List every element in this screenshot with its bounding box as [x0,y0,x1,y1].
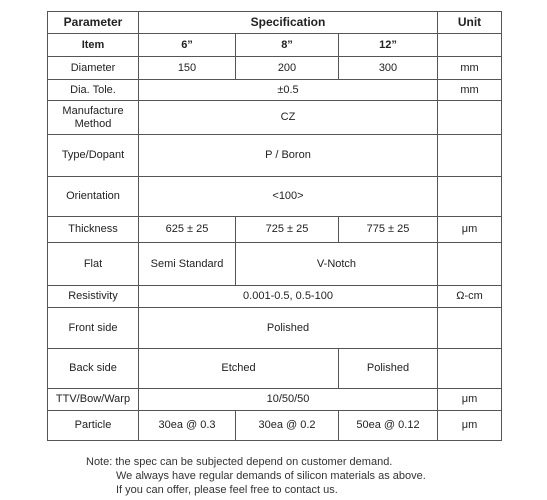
orientation-label: Orientation [48,177,139,217]
header-specification: Specification [139,12,438,34]
diameter-6: 150 [139,57,236,80]
type-dopant-value: P / Boron [139,135,438,177]
note-line-2: We always have regular demands of silicon materials as above. [116,470,426,482]
flat-unit [438,243,502,286]
header-row [48,12,502,34]
manufacture-row [48,101,502,135]
particle-label: Particle [48,411,139,441]
front-side-row [48,308,502,349]
back-side-6-8: Etched [139,349,339,389]
ttv-row [48,389,502,411]
flat-label: Flat [48,243,139,286]
resistivity-value: 0.001-0.5, 0.5-100 [139,286,438,308]
type-dopant-row [48,135,502,177]
resistivity-label: Resistivity [48,286,139,308]
diameter-unit: mm [438,57,502,80]
thickness-unit: μm [438,217,502,243]
dia-tole-value: ±0.5 [139,80,438,101]
note-line-3: If you can offer, please feel free to contact us. [116,484,338,496]
particle-unit: μm [438,411,502,441]
manufacture-value: CZ [139,101,438,135]
item-12inch: 12” [339,34,438,57]
particle-8: 30ea @ 0.2 [236,411,339,441]
thickness-row [48,217,502,243]
dia-tole-label: Dia. Tole. [48,80,139,101]
note-line-1: Note: the spec can be subjected depend on customer demand. [86,456,393,468]
header-unit: Unit [438,12,502,34]
back-side-12: Polished [339,349,438,389]
thickness-12: 775 ± 25 [339,217,438,243]
item-8inch: 8” [236,34,339,57]
thickness-6: 625 ± 25 [139,217,236,243]
resistivity-unit: Ω-cm [438,286,502,308]
ttv-label: TTV/Bow/Warp [48,389,139,411]
back-side-unit [438,349,502,389]
resistivity-row [48,286,502,308]
ttv-unit: μm [438,389,502,411]
type-dopant-label: Type/Dopant [48,135,139,177]
dia-tole-unit: mm [438,80,502,101]
flat-8-12: V-Notch [236,243,438,286]
flat-row [48,243,502,286]
diameter-8: 200 [236,57,339,80]
diameter-row [48,57,502,80]
front-side-unit [438,308,502,349]
thickness-label: Thickness [48,217,139,243]
item-row [48,34,502,57]
item-unit-empty [438,34,502,57]
diameter-label: Diameter [48,57,139,80]
diameter-12: 300 [339,57,438,80]
spec-table [47,11,502,441]
particle-row [48,411,502,441]
front-side-value: Polished [139,308,438,349]
dia-tole-row [48,80,502,101]
particle-6: 30ea @ 0.3 [139,411,236,441]
back-side-label: Back side [48,349,139,389]
thickness-8: 725 ± 25 [236,217,339,243]
orientation-row [48,177,502,217]
header-parameter: Parameter [48,12,139,34]
manufacture-unit [438,101,502,135]
item-6inch: 6” [139,34,236,57]
back-side-row [48,349,502,389]
note-block [86,455,426,497]
ttv-value: 10/50/50 [139,389,438,411]
orientation-value: <100> [139,177,438,217]
orientation-unit [438,177,502,217]
particle-12: 50ea @ 0.12 [339,411,438,441]
front-side-label: Front side [48,308,139,349]
type-dopant-unit [438,135,502,177]
item-label: Item [48,34,139,57]
flat-6: Semi Standard [139,243,236,286]
manufacture-label: Manufacture Method [48,101,139,135]
